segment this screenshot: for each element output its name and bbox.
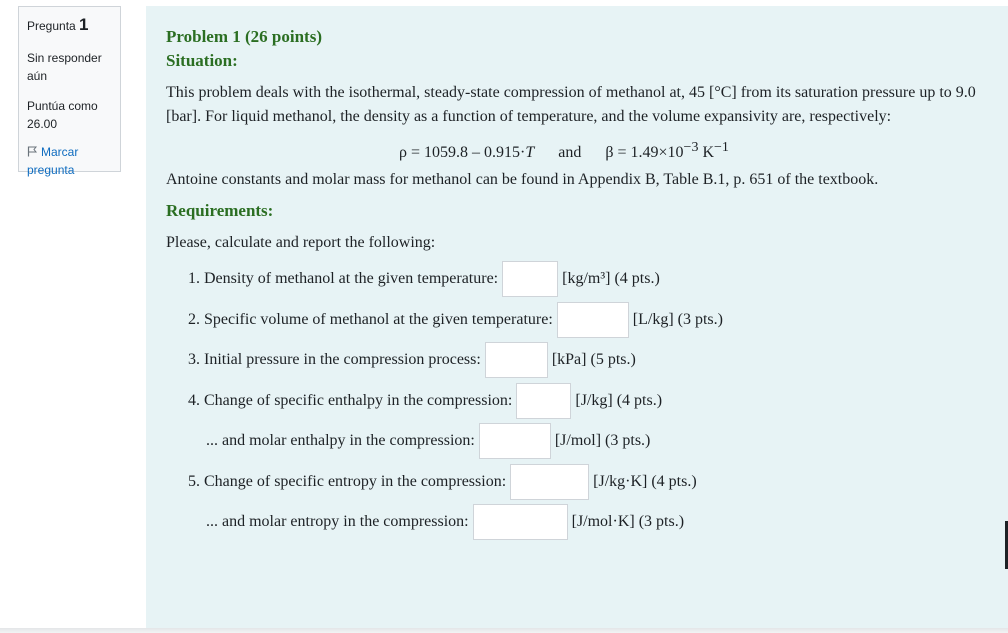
- specific-entropy-answer-input[interactable]: [510, 464, 589, 500]
- answer-items: [166, 259, 986, 543]
- problem-title: Problem 1 (26 points): [166, 27, 322, 46]
- item-label: ... and molar entropy in the compression:: [206, 513, 469, 531]
- situation-heading: Situation:: [166, 51, 238, 70]
- item-molar-entropy: [166, 502, 986, 543]
- item-specific-volume: [166, 300, 986, 341]
- item-label: 1. Density of methanol at the given temperature:: [188, 270, 499, 288]
- beta-equation: $\beta = 1.49\times 10^{-3}$ $K^{-1}$: [605, 140, 729, 161]
- equations: [166, 134, 986, 162]
- item-specific-enthalpy: [166, 381, 986, 422]
- question-label: Pregunta: [27, 19, 76, 33]
- item-unit: [kPa] (5 pts.): [551, 351, 636, 369]
- molar-entropy-answer-input[interactable]: [473, 504, 568, 540]
- footer-shadow: [0, 628, 1008, 633]
- molar-enthalpy-answer-input[interactable]: [479, 423, 551, 459]
- initial-pressure-answer-input[interactable]: [485, 342, 548, 378]
- flag-label: Marcar pregunta: [27, 145, 79, 177]
- item-label: 5. Change of specific entropy in the compression:: [188, 472, 507, 490]
- grade-label: Puntúa como: [27, 99, 98, 113]
- question-grade: [27, 97, 120, 133]
- specific-enthalpy-answer-input[interactable]: [516, 383, 571, 419]
- item-label: 2. Specific volume of methanol at the given temperature:: [188, 310, 553, 328]
- question-state: Sin responder aún: [27, 51, 102, 83]
- question-info-panel: [18, 6, 121, 177]
- item-density: [166, 259, 986, 300]
- flag-question-link[interactable]: [27, 143, 120, 179]
- item-unit: [J/mol] (3 pts.): [554, 432, 651, 450]
- item-label: 4. Change of specific enthalpy in the compression:: [188, 391, 513, 409]
- item-unit: [J/mol·K] (3 pts.): [571, 513, 685, 531]
- rho-equation: ρ = 1059.8 – 0.915·T: [399, 144, 535, 161]
- question-content: [146, 6, 1008, 628]
- grade-value: 26.00: [27, 117, 58, 131]
- antoine-text: Antoine constants and molar mass for methanol can be found in Appendix B, Table B.1, p. 651 of the textbook.: [166, 171, 879, 188]
- item-initial-pressure: [166, 340, 986, 381]
- item-unit: [L/kg] (3 pts.): [632, 310, 723, 328]
- equation-and: and: [558, 144, 582, 161]
- question-text: [166, 25, 986, 543]
- item-unit: [kg/m³] (4 pts.): [562, 270, 660, 288]
- density-answer-input[interactable]: [502, 261, 558, 297]
- please-text: Please, calculate and report the following:: [166, 234, 436, 251]
- flag-icon: [27, 144, 38, 155]
- item-label: 3. Initial pressure in the compression process:: [188, 351, 481, 369]
- specific-volume-answer-input[interactable]: [557, 302, 629, 338]
- situation-text: This problem deals with the isothermal, steady-state compression of methanol at, 45 [°C] from its saturation pressure up to 9.0 [bar]. For liquid methanol, the density as a function of temperature, and the volume expansivity are, respectively:: [166, 84, 976, 125]
- item-specific-entropy: [166, 462, 986, 503]
- item-unit: [J/kg·K] (4 pts.): [593, 472, 697, 490]
- question-number: 1: [79, 15, 89, 34]
- item-label: ... and molar enthalpy in the compression:: [206, 432, 475, 450]
- question-number-line: [27, 15, 120, 35]
- item-molar-enthalpy: [166, 421, 986, 462]
- requirements-heading: Requirements:: [166, 201, 274, 220]
- item-unit: [J/kg] (4 pts.): [575, 391, 663, 409]
